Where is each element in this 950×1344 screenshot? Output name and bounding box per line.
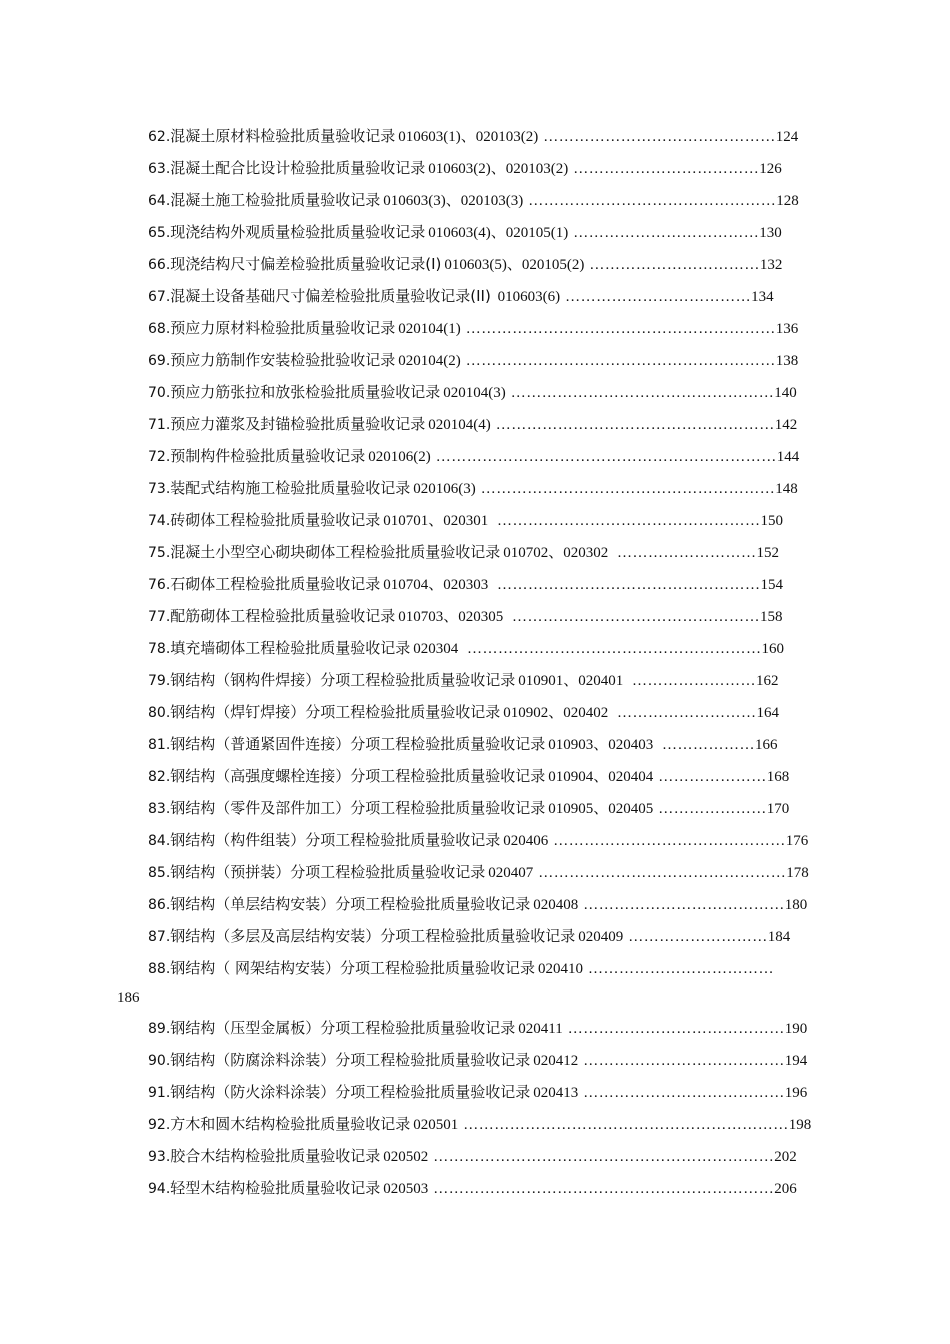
- toc-entry[interactable]: [148, 1144, 860, 1176]
- toc-entry-page-number: 154: [760, 577, 784, 593]
- toc-entry[interactable]: [148, 220, 860, 252]
- toc-entry-page-number: 126: [759, 161, 782, 177]
- toc-entry-page-number: 202: [774, 1149, 797, 1165]
- toc-entry-code: 010603(5)、020105(2): [444, 257, 585, 273]
- toc-entry-page-number: 164: [756, 705, 780, 721]
- toc-entry-number: 65.: [148, 225, 171, 241]
- toc-entry-page-number: 170: [766, 801, 790, 817]
- toc-entry[interactable]: [148, 604, 860, 636]
- toc-entry-leader: ………………………………………: [553, 833, 786, 849]
- toc-entry-leader: ………………: [662, 737, 756, 753]
- toc-entry-title: 砖砌体工程检验批质量验收记录: [170, 511, 381, 529]
- toc-entry-title: 钢结构（单层结构安装）分项工程检验批质量验收记录: [170, 895, 531, 913]
- toc-entry-title: 胶合木结构检验批质量验收记录: [170, 1147, 381, 1165]
- toc-entry-number: 64.: [148, 193, 171, 209]
- toc-entry[interactable]: [148, 188, 860, 220]
- toc-entry-number: 66.: [148, 257, 171, 273]
- toc-entry[interactable]: [148, 124, 860, 156]
- toc-entry-leader: …………………………………………………………: [433, 1149, 775, 1165]
- toc-entry-number: 84.: [148, 833, 171, 849]
- toc-entry-number: 80.: [148, 705, 171, 721]
- toc-entry-leader: ……………………………………………: [497, 513, 761, 529]
- toc-entry-page-number: 136: [775, 321, 799, 337]
- toc-entry-title: 混凝土施工检验批质量验收记录: [170, 191, 381, 209]
- toc-entry-code: 020406: [503, 833, 549, 849]
- toc-entry-code: 020502: [383, 1149, 429, 1165]
- toc-entry-page-number: 130: [759, 225, 782, 241]
- toc-entry-leader: ……………………………………………: [497, 577, 761, 593]
- toc-entry-number: 82.: [148, 769, 171, 785]
- toc-entry[interactable]: [148, 1112, 860, 1144]
- toc-entry-code: 020409: [578, 929, 624, 945]
- toc-entry-number: 88.: [148, 961, 171, 977]
- toc-entry-title: 预应力灌浆及封锚检验批质量验收记录: [170, 415, 426, 433]
- toc-entry-code: 020104(3): [443, 385, 506, 401]
- toc-entry-page-number: 142: [774, 417, 798, 433]
- toc-entry-leader: ………………………………………………………: [463, 1117, 789, 1133]
- toc-entry-leader: …………………………………………: [538, 865, 787, 881]
- toc-entry-page-number: 166: [755, 737, 778, 753]
- toc-entry[interactable]: [148, 380, 860, 412]
- toc-entry-title: 钢结构（ 网架结构安装）分项工程检验批质量验收记录: [170, 959, 536, 977]
- toc-entry-title: 现浇结构外观质量检验批质量验收记录: [170, 223, 426, 241]
- toc-entry-code: 010603(2)、020103(2): [428, 161, 569, 177]
- toc-entry-title: 填充墙砌体工程检验批质量验收记录: [170, 639, 411, 657]
- toc-entry-number: 73.: [148, 481, 171, 497]
- toc-entry-page-number: 184: [767, 929, 791, 945]
- toc-entry-number: 74.: [148, 513, 171, 529]
- toc-entry-page-number: 162: [756, 673, 779, 689]
- toc-entry[interactable]: [148, 892, 860, 924]
- toc-entry-leader: …………………………………………………………: [435, 449, 777, 465]
- toc-entry-number: 70.: [148, 385, 171, 401]
- toc-wrapped-page-number: 186: [117, 990, 140, 1006]
- toc-entry-title: 钢结构（普通紧固件连接）分项工程检验批质量验收记录: [170, 735, 546, 753]
- toc-entry-code: 020410: [538, 961, 584, 977]
- toc-entry-number: 72.: [148, 449, 171, 465]
- toc-entry-page-number: 194: [784, 1053, 808, 1069]
- toc-entry-number: 90.: [148, 1053, 171, 1069]
- toc-entry-leader: …………………: [658, 769, 767, 785]
- toc-entry-leader: ………………………………: [588, 961, 775, 977]
- toc-entry-number: 89.: [148, 1021, 171, 1037]
- toc-entry-leader: …………………………………: [583, 1053, 785, 1069]
- toc-entry[interactable]: [148, 284, 860, 316]
- toc-entry-page-number: 124: [775, 129, 799, 145]
- toc-entry[interactable]: [148, 764, 860, 796]
- toc-entry-title: 钢结构（防火涂料涂装）分项工程检验批质量验收记录: [170, 1083, 531, 1101]
- toc-entry-title: 钢结构（焊钉焊接）分项工程检验批质量验收记录: [170, 703, 501, 721]
- toc-entry-number: 93.: [148, 1149, 171, 1165]
- toc-entry[interactable]: [148, 636, 860, 668]
- toc-entry-title: 预应力筋张拉和放张检验批质量验收记录: [170, 383, 441, 401]
- toc-entry-code: 010603(6): [493, 289, 561, 305]
- toc-entry-title: 预应力筋制作安装检验批验收记录: [170, 351, 396, 369]
- toc-entry-page-number: 138: [775, 353, 799, 369]
- toc-entry[interactable]: [148, 156, 860, 188]
- toc-entry-number: 75.: [148, 545, 171, 561]
- toc-entry-title: 钢结构（构件组装）分项工程检验批质量验收记录: [170, 831, 501, 849]
- toc-entry-leader: ………………………………: [565, 289, 752, 305]
- toc-entry-title: 石砌体工程检验批质量验收记录: [170, 575, 381, 593]
- toc-entry-number: 81.: [148, 737, 171, 753]
- toc-entry-code: 020501: [413, 1117, 459, 1133]
- toc-entry-leader: ………………………: [617, 705, 757, 721]
- toc-entry-leader: …………………………………: [583, 1085, 785, 1101]
- toc-entry-code: 010704、020303: [383, 577, 493, 593]
- toc-entry[interactable]: [148, 828, 860, 860]
- toc-entry-code: 010905、020405: [548, 801, 654, 817]
- toc-entry-number: 86.: [148, 897, 171, 913]
- toc-entry-code: 020412: [533, 1053, 579, 1069]
- toc-entry-leader: ……………………………………: [567, 1021, 785, 1037]
- toc-entry-page-number: 190: [784, 1021, 808, 1037]
- toc-entry-code: 020411: [518, 1021, 563, 1037]
- toc-entry-page-number: 148: [775, 481, 798, 497]
- toc-entry-number: 76.: [148, 577, 171, 593]
- toc-entry-leader: …………………………………………………: [467, 641, 762, 657]
- toc-entry-leader: ……………………………………………: [510, 385, 775, 401]
- toc-entry-leader: ………………………………: [573, 225, 760, 241]
- toc-entry-title: 预应力原材料检验批质量验收记录: [170, 319, 396, 337]
- toc-entry-page-number: 152: [756, 545, 780, 561]
- toc-entry-page-number: 160: [761, 641, 785, 657]
- toc-entry[interactable]: [148, 860, 860, 892]
- toc-entry-code: 020407: [488, 865, 534, 881]
- toc-entry-page-number: 132: [759, 257, 783, 273]
- toc-entry-code: 010603(3)、020103(3): [383, 193, 524, 209]
- toc-entry[interactable]: [148, 924, 860, 956]
- toc-entry-title: 钢结构（压型金属板）分项工程检验批质量验收记录: [170, 1019, 516, 1037]
- toc-entry-code: 020304: [413, 641, 463, 657]
- toc-entry-page-number: 150: [760, 513, 784, 529]
- toc-entry-title: 装配式结构施工检验批质量验收记录: [170, 479, 411, 497]
- toc-entry-number: 62.: [148, 129, 171, 145]
- toc-entry-number: 94.: [148, 1181, 171, 1197]
- toc-entry-leader: ………………………: [617, 545, 757, 561]
- toc-entry-title: 钢结构（零件及部件加工）分项工程检验批质量验收记录: [170, 799, 546, 817]
- toc-entry-code: 020104(1): [398, 321, 461, 337]
- toc-entry[interactable]: [148, 540, 860, 572]
- toc-entry-page-number: 168: [766, 769, 790, 785]
- toc-entry-number: 87.: [148, 929, 171, 945]
- toc-entry[interactable]: [148, 476, 860, 508]
- toc-entry-code: 010903、020403: [548, 737, 658, 753]
- toc-entry-leader: …………………………………………: [512, 609, 761, 625]
- toc-entry[interactable]: [148, 348, 860, 380]
- toc-entry[interactable]: [148, 796, 860, 828]
- toc-entry-title: 钢结构（预拼装）分项工程检验批质量验收记录: [170, 863, 486, 881]
- toc-entry-number: 71.: [148, 417, 171, 433]
- toc-entry-leader: …………………………………………………: [480, 481, 776, 497]
- toc-entry-page-number: 144: [776, 449, 800, 465]
- toc-entry-code: 020503: [383, 1181, 429, 1197]
- toc-entry-page-number: 198: [788, 1117, 812, 1133]
- toc-entry-leader: ………………………………: [573, 161, 760, 177]
- toc-entry-code: 010703、020305: [398, 609, 508, 625]
- toc-entry[interactable]: [148, 1080, 860, 1112]
- toc-entry-code: 020413: [533, 1085, 579, 1101]
- toc-entry-code: 010902、020402: [503, 705, 613, 721]
- toc-entry-title: 钢结构（钢构件焊接）分项工程检验批质量验收记录: [170, 671, 516, 689]
- toc-entry-leader: ……………………………: [589, 257, 760, 273]
- toc-entry-code: 020106(2): [368, 449, 431, 465]
- toc-entry[interactable]: [148, 732, 860, 764]
- toc-entry[interactable]: [148, 1176, 860, 1208]
- toc-entry[interactable]: [148, 668, 860, 700]
- toc-entry-page-number: 176: [785, 833, 809, 849]
- toc-entry-leader: …………………………………………………………: [433, 1181, 775, 1197]
- toc-entry-leader: ……………………………………………………: [465, 353, 776, 369]
- toc-entry-page-number: 134: [751, 289, 774, 305]
- toc-entry-leader: …………………………………………: [528, 193, 777, 209]
- toc-entry-title: 混凝土小型空心砌块砌体工程检验批质量验收记录: [170, 543, 501, 561]
- toc-entry-code: 010701、020301: [383, 513, 493, 529]
- toc-entry-leader: ……………………………………………………: [465, 321, 776, 337]
- toc-entry-number: 77.: [148, 609, 171, 625]
- toc-entry[interactable]: [148, 412, 860, 444]
- toc-entry-title: 混凝土配合比设计检验批质量验收记录: [170, 159, 426, 177]
- toc-entry-title: 轻型木结构检验批质量验收记录: [170, 1179, 381, 1197]
- toc-entry[interactable]: [148, 508, 860, 540]
- toc-entry-number: 79.: [148, 673, 171, 689]
- toc-entry[interactable]: [148, 572, 860, 604]
- toc-entry-code: 010901、020401: [518, 673, 628, 689]
- toc-entry-code: 010603(4)、020105(1): [428, 225, 569, 241]
- toc-entry-number: 85.: [148, 865, 171, 881]
- toc-entry[interactable]: [148, 1048, 860, 1080]
- toc-entry-page-number: 206: [774, 1181, 797, 1197]
- table-of-contents: [148, 124, 860, 1208]
- toc-entry-page-number: 180: [784, 897, 808, 913]
- toc-entry-number: 91.: [148, 1085, 171, 1101]
- toc-entry-code: 020104(2): [398, 353, 461, 369]
- toc-entry-title: 混凝土原材料检验批质量验收记录: [170, 127, 396, 145]
- toc-entry-page-number: 140: [774, 385, 797, 401]
- toc-entry-page-number: 158: [760, 609, 783, 625]
- toc-entry[interactable]: [148, 316, 860, 348]
- toc-entry[interactable]: [148, 1016, 860, 1048]
- toc-entry-page-number: 178: [786, 865, 809, 881]
- toc-entry[interactable]: [148, 252, 860, 284]
- toc-entry[interactable]: [148, 444, 860, 476]
- toc-entry-title: 预制构件检验批质量验收记录: [170, 447, 366, 465]
- toc-entry-code: 010904、020404: [548, 769, 654, 785]
- toc-entry-code: 020104(4): [428, 417, 491, 433]
- toc-entry-number: 67.: [148, 289, 171, 305]
- toc-entry-number: 63.: [148, 161, 171, 177]
- toc-entry-title: 配筋砌体工程检验批质量验收记录: [170, 607, 396, 625]
- toc-entry[interactable]: [148, 956, 860, 1016]
- toc-entry-title: 钢结构（防腐涂料涂装）分项工程检验批质量验收记录: [170, 1051, 531, 1069]
- toc-entry-page-number: 128: [776, 193, 799, 209]
- toc-entry-title: 方木和圆木结构检验批质量验收记录: [170, 1115, 411, 1133]
- toc-entry-number: 92.: [148, 1117, 171, 1133]
- toc-entry-code: 020408: [533, 897, 579, 913]
- toc-entry-leader: ……………………: [632, 673, 757, 689]
- toc-entry-title: 现浇结构尺寸偏差检验批质量验收记录(I): [170, 255, 442, 273]
- toc-entry-leader: …………………………………: [583, 897, 785, 913]
- toc-entry-leader: ………………………………………: [543, 129, 776, 145]
- toc-entry-code: 020106(3): [413, 481, 476, 497]
- toc-entry-code: 010603(1)、020103(2): [398, 129, 539, 145]
- toc-entry-title: 钢结构（高强度螺栓连接）分项工程检验批质量验收记录: [170, 767, 546, 785]
- toc-entry-number: 83.: [148, 801, 171, 817]
- toc-entry-leader: ………………………………………………: [495, 417, 775, 433]
- toc-entry-number: 68.: [148, 321, 171, 337]
- toc-entry-number: 69.: [148, 353, 171, 369]
- toc-entry-leader: …………………: [658, 801, 767, 817]
- toc-entry-leader: ………………………: [628, 929, 768, 945]
- toc-entry[interactable]: [148, 700, 860, 732]
- toc-entry-number: 78.: [148, 641, 171, 657]
- toc-entry-page-number: 196: [784, 1085, 808, 1101]
- toc-entry-title: 钢结构（多层及高层结构安装）分项工程检验批质量验收记录: [170, 927, 576, 945]
- toc-entry-title: 混凝土设备基础尺寸偏差检验批质量验收记录(II): [170, 287, 491, 305]
- toc-entry-code: 010702、020302: [503, 545, 613, 561]
